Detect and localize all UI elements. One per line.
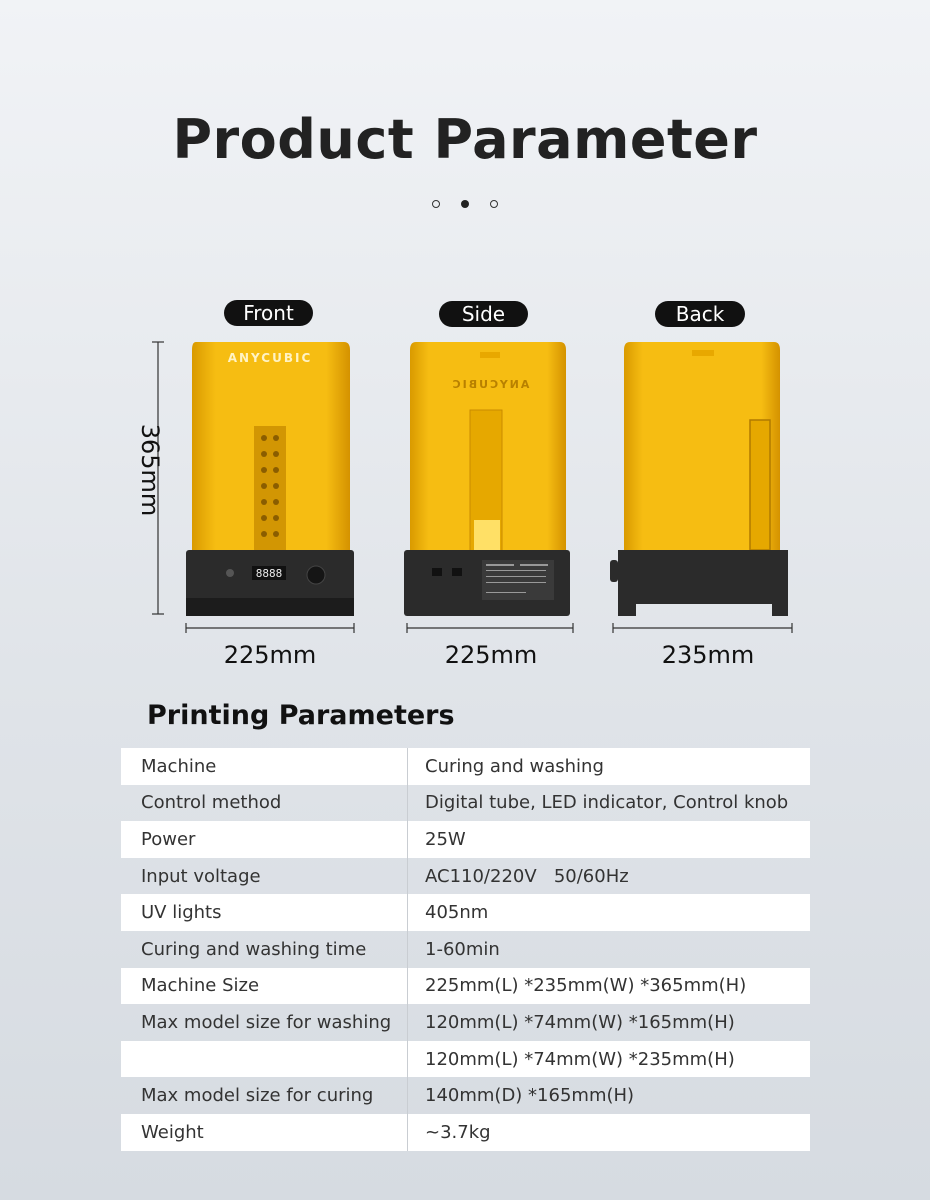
table-row xyxy=(121,1041,810,1078)
param-value: 405nm xyxy=(425,902,489,924)
param-label: Max model size for curing xyxy=(121,1077,408,1114)
param-value: AC110/220V 50/60Hz xyxy=(425,865,629,887)
param-label: Curing and washing time xyxy=(121,931,408,968)
front-width-line xyxy=(184,622,356,634)
carousel-dot[interactable] xyxy=(490,200,498,208)
table-row xyxy=(121,785,810,822)
side-width-line xyxy=(405,622,575,634)
table-row xyxy=(121,1077,810,1114)
param-label: Control method xyxy=(121,785,408,822)
table-row xyxy=(121,821,810,858)
front-width-label: 225mm xyxy=(223,641,317,669)
param-label: Weight xyxy=(121,1114,408,1151)
side-device-image xyxy=(404,340,576,620)
brand-logo-mirrored: ANYCUBIC xyxy=(450,378,530,391)
table-row xyxy=(121,894,810,931)
param-value: Digital tube, LED indicator, Control knob xyxy=(425,792,789,814)
carousel-dots xyxy=(0,193,930,212)
section-title: Printing Parameters xyxy=(147,700,455,731)
brand-logo: ANYCUBIC xyxy=(227,351,313,365)
param-label: Power xyxy=(121,821,408,858)
side-width-label: 225mm xyxy=(444,641,538,669)
param-label xyxy=(121,1041,408,1078)
table-row xyxy=(121,931,810,968)
param-value: Curing and washing xyxy=(425,755,604,777)
height-dimension: 365mm xyxy=(136,423,164,517)
param-value: 140mm(D) *165mm(H) xyxy=(425,1085,635,1107)
table-row xyxy=(121,1004,810,1041)
table-row xyxy=(121,968,810,1005)
param-value: 120mm(L) *74mm(W) *235mm(H) xyxy=(425,1048,735,1070)
param-label: UV lights xyxy=(121,894,408,931)
back-view-label: Back xyxy=(655,301,745,327)
page-title: Product Parameter xyxy=(172,108,758,171)
carousel-dot[interactable] xyxy=(432,200,440,208)
param-value: 120mm(L) *74mm(W) *165mm(H) xyxy=(425,1011,735,1033)
back-width-label: 235mm xyxy=(661,641,755,669)
parameter-table xyxy=(121,748,810,1151)
display-readout: 8888 xyxy=(255,567,283,580)
back-width-line xyxy=(611,622,794,634)
front-device-image xyxy=(186,340,356,620)
param-value: 1-60min xyxy=(425,938,500,960)
param-value: 225mm(L) *235mm(W) *365mm(H) xyxy=(425,975,747,997)
back-device-image xyxy=(608,340,794,620)
carousel-dot-active[interactable] xyxy=(461,200,469,208)
front-view-label: Front xyxy=(224,300,313,326)
table-row xyxy=(121,1114,810,1151)
param-value: 25W xyxy=(425,828,466,850)
param-label: Machine Size xyxy=(121,968,408,1005)
table-row xyxy=(121,748,810,785)
param-label: Input voltage xyxy=(121,858,408,895)
table-row xyxy=(121,858,810,895)
side-view-label: Side xyxy=(439,301,528,327)
param-value: ~3.7kg xyxy=(425,1121,491,1143)
param-label: Max model size for washing xyxy=(121,1004,408,1041)
param-label: Machine xyxy=(121,748,408,785)
